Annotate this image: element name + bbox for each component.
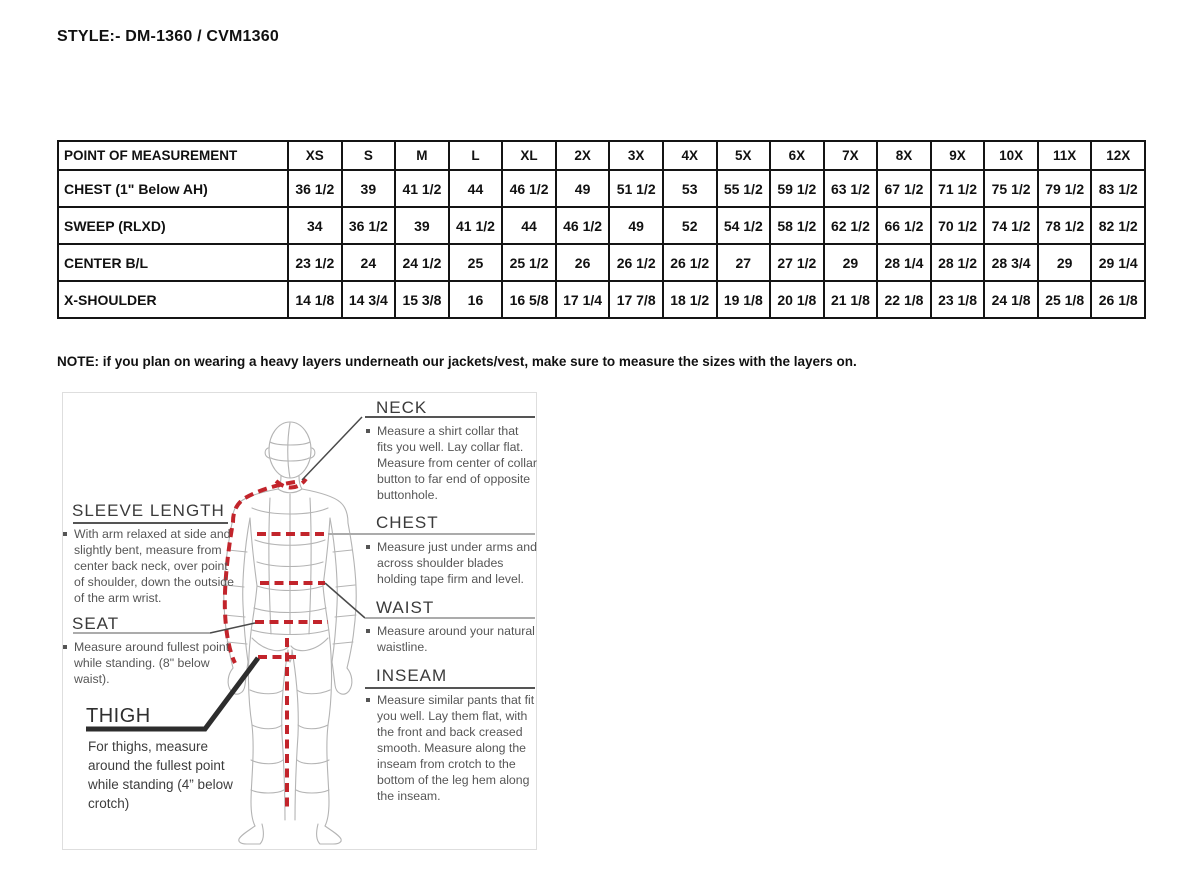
size-value-cell: 39 xyxy=(342,170,396,207)
size-value-cell: 20 1/8 xyxy=(770,281,824,318)
size-value-cell: 62 1/2 xyxy=(824,207,878,244)
size-value-cell: 26 1/2 xyxy=(663,244,717,281)
size-value-cell: 28 1/2 xyxy=(931,244,985,281)
size-value-cell: 24 1/2 xyxy=(395,244,449,281)
size-value-cell: 39 xyxy=(395,207,449,244)
col-header-size: 4X xyxy=(663,141,717,170)
col-header-size: 12X xyxy=(1091,141,1145,170)
col-header-size: 8X xyxy=(877,141,931,170)
size-value-cell: 66 1/2 xyxy=(877,207,931,244)
size-value-cell: 67 1/2 xyxy=(877,170,931,207)
inseam-heading: INSEAM xyxy=(376,666,448,685)
col-header-size: 9X xyxy=(931,141,985,170)
table-row xyxy=(58,244,1145,281)
size-value-cell: 22 1/8 xyxy=(877,281,931,318)
col-header-size: XL xyxy=(502,141,556,170)
waist-heading: WAIST xyxy=(376,598,435,617)
seat-instructions: Measure around fullest point while standing. (8" below waist). xyxy=(74,640,240,688)
col-header-size: 11X xyxy=(1038,141,1092,170)
size-value-cell: 28 1/4 xyxy=(877,244,931,281)
size-value-cell: 14 1/8 xyxy=(288,281,342,318)
size-value-cell: 75 1/2 xyxy=(984,170,1038,207)
size-value-cell: 46 1/2 xyxy=(502,170,556,207)
note-text: NOTE: if you plan on wearing a heavy layers underneath our jackets/vest, make sure to measure the sizes with the layers on. xyxy=(57,354,857,369)
size-value-cell: 44 xyxy=(502,207,556,244)
size-value-cell: 21 1/8 xyxy=(824,281,878,318)
size-value-cell: 36 1/2 xyxy=(288,170,342,207)
table-row xyxy=(58,170,1145,207)
waist-instructions: Measure around your natural waistline. xyxy=(377,624,537,656)
size-value-cell: 36 1/2 xyxy=(342,207,396,244)
size-value-cell: 25 xyxy=(449,244,503,281)
neck-heading: NECK xyxy=(376,398,428,417)
row-label: X-SHOULDER xyxy=(58,281,288,318)
size-value-cell: 78 1/2 xyxy=(1038,207,1092,244)
col-header-point-of-measurement: POINT OF MEASUREMENT xyxy=(58,141,288,170)
col-header-size: M xyxy=(395,141,449,170)
size-value-cell: 82 1/2 xyxy=(1091,207,1145,244)
size-value-cell: 16 5/8 xyxy=(502,281,556,318)
size-value-cell: 74 1/2 xyxy=(984,207,1038,244)
col-header-size: 3X xyxy=(609,141,663,170)
size-value-cell: 24 xyxy=(342,244,396,281)
size-value-cell: 16 xyxy=(449,281,503,318)
size-value-cell: 27 1/2 xyxy=(770,244,824,281)
table-row xyxy=(58,207,1145,244)
size-value-cell: 49 xyxy=(609,207,663,244)
sleeve-length-instructions: With arm relaxed at side and slightly bent, measure from center back neck, over point of shoulder, down the outside of the arm wrist. xyxy=(74,527,240,607)
size-value-cell: 19 1/8 xyxy=(717,281,771,318)
size-value-cell: 29 1/4 xyxy=(1091,244,1145,281)
thigh-instructions: For thighs, measure around the fullest point while standing (4” below crotch) xyxy=(88,739,233,812)
size-value-cell: 29 xyxy=(1038,244,1092,281)
waist-leader-line xyxy=(325,583,365,618)
neck-instructions: Measure a shirt collar that fits you well. Lay collar flat. Measure from center of collar button to far end of opposite buttonhole. xyxy=(377,424,537,502)
size-value-cell: 53 xyxy=(663,170,717,207)
size-value-cell: 41 1/2 xyxy=(449,207,503,244)
size-value-cell: 49 xyxy=(556,170,610,207)
size-value-cell: 29 xyxy=(824,244,878,281)
size-value-cell: 71 1/2 xyxy=(931,170,985,207)
table-header-row xyxy=(58,141,1145,170)
size-value-cell: 46 1/2 xyxy=(556,207,610,244)
size-value-cell: 41 1/2 xyxy=(395,170,449,207)
col-header-size: S xyxy=(342,141,396,170)
size-value-cell: 58 1/2 xyxy=(770,207,824,244)
seat-leader-line xyxy=(210,623,255,633)
size-value-cell: 17 1/4 xyxy=(556,281,610,318)
size-value-cell: 14 3/4 xyxy=(342,281,396,318)
size-value-cell: 44 xyxy=(449,170,503,207)
seat-heading: SEAT xyxy=(72,614,120,633)
row-label: SWEEP (RLXD) xyxy=(58,207,288,244)
table-row xyxy=(58,281,1145,318)
col-header-size: XS xyxy=(288,141,342,170)
thigh-heading: THIGH xyxy=(86,705,151,727)
col-header-size: 2X xyxy=(556,141,610,170)
inseam-instructions: Measure similar pants that fit you well. Lay them flat, with the front and back creased smooth. Measure along the inseam from crotch to the bottom of the leg hem along the inseam. xyxy=(377,693,539,805)
size-value-cell: 23 1/2 xyxy=(288,244,342,281)
chest-instructions: Measure just under arms and across shoulder blades holding tape firm and level. xyxy=(377,540,537,586)
col-header-size: 7X xyxy=(824,141,878,170)
size-value-cell: 18 1/2 xyxy=(663,281,717,318)
size-value-cell: 23 1/8 xyxy=(931,281,985,318)
sleeve-length-heading: SLEEVE LENGTH xyxy=(72,501,225,520)
row-label: CHEST (1" Below AH) xyxy=(58,170,288,207)
size-value-cell: 54 1/2 xyxy=(717,207,771,244)
size-value-cell: 70 1/2 xyxy=(931,207,985,244)
col-header-size: 6X xyxy=(770,141,824,170)
col-header-size: L xyxy=(449,141,503,170)
size-value-cell: 26 1/8 xyxy=(1091,281,1145,318)
size-value-cell: 52 xyxy=(663,207,717,244)
size-value-cell: 55 1/2 xyxy=(717,170,771,207)
size-table xyxy=(57,140,1146,319)
size-value-cell: 25 1/8 xyxy=(1038,281,1092,318)
size-value-cell: 24 1/8 xyxy=(984,281,1038,318)
size-value-cell: 63 1/2 xyxy=(824,170,878,207)
row-label: CENTER B/L xyxy=(58,244,288,281)
size-value-cell: 15 3/8 xyxy=(395,281,449,318)
col-header-size: 5X xyxy=(717,141,771,170)
size-value-cell: 27 xyxy=(717,244,771,281)
size-value-cell: 28 3/4 xyxy=(984,244,1038,281)
size-value-cell: 26 1/2 xyxy=(609,244,663,281)
size-value-cell: 25 1/2 xyxy=(502,244,556,281)
size-value-cell: 17 7/8 xyxy=(609,281,663,318)
size-value-cell: 83 1/2 xyxy=(1091,170,1145,207)
size-value-cell: 34 xyxy=(288,207,342,244)
size-value-cell: 79 1/2 xyxy=(1038,170,1092,207)
size-value-cell: 59 1/2 xyxy=(770,170,824,207)
size-value-cell: 51 1/2 xyxy=(609,170,663,207)
chest-heading: CHEST xyxy=(376,513,439,532)
size-value-cell: 26 xyxy=(556,244,610,281)
style-title: STYLE:- DM-1360 / CVM1360 xyxy=(57,28,279,45)
col-header-size: 10X xyxy=(984,141,1038,170)
